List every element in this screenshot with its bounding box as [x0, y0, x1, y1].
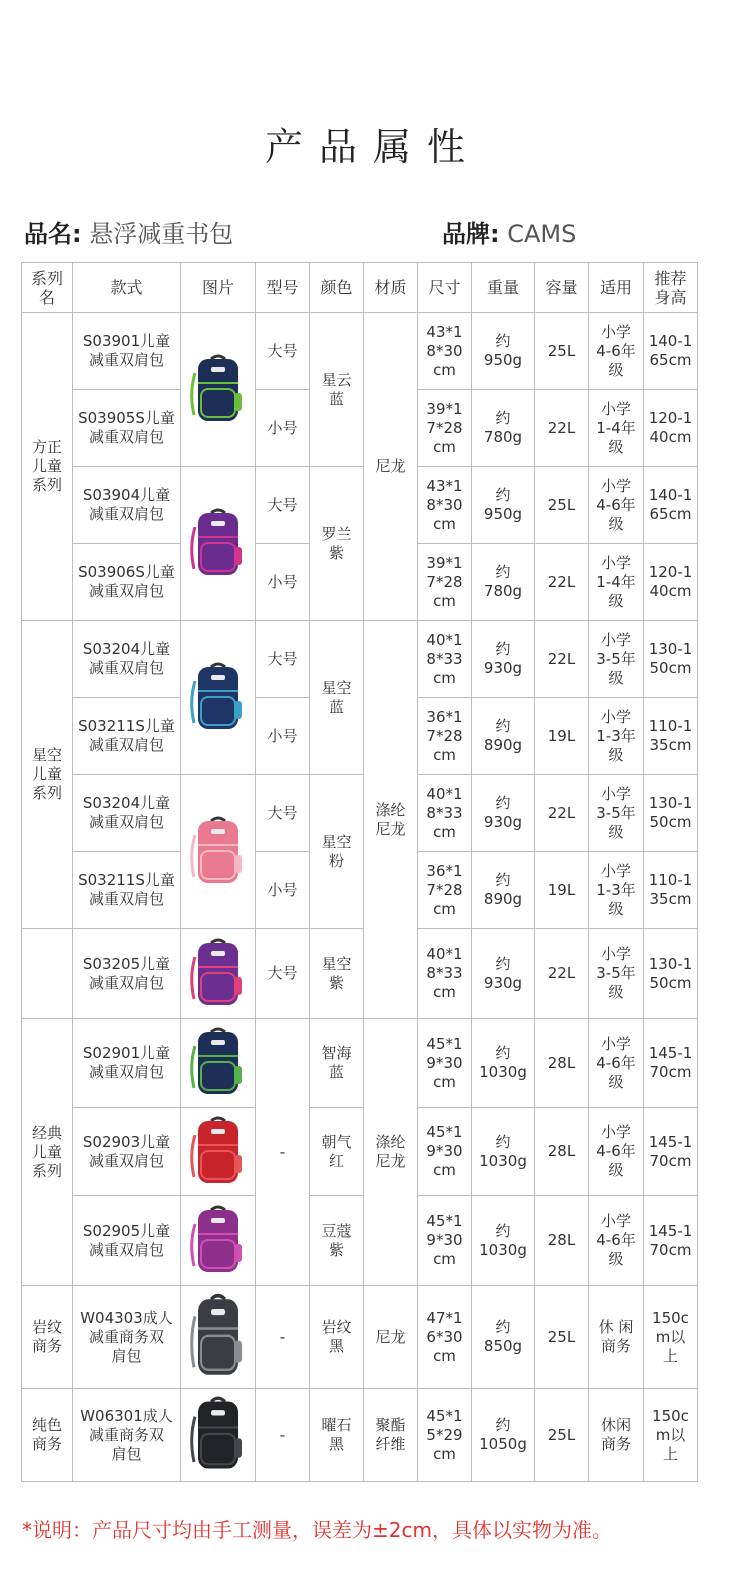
style-cell: S03906S儿童 减重双肩包 — [73, 544, 181, 621]
color-cell: 罗兰 紫 — [310, 467, 364, 621]
size-cell: 39*1 7*28 cm — [418, 390, 472, 467]
style-cell: S03211S儿童 减重双肩包 — [73, 852, 181, 929]
size-cell: 40*1 8*33 cm — [418, 775, 472, 852]
height-cell: 145-1 70cm — [644, 1196, 698, 1286]
product-image-cell — [181, 1019, 256, 1108]
weight-cell: 约 1030g — [472, 1019, 535, 1108]
color-cell: 豆蔻 紫 — [310, 1196, 364, 1286]
header-color: 颜色 — [310, 263, 364, 313]
table-row — [22, 1196, 698, 1286]
weight-cell: 约 950g — [472, 467, 535, 544]
height-cell: 130-1 50cm — [644, 929, 698, 1019]
weight-cell: 约 850g — [472, 1286, 535, 1389]
model-cell: 小号 — [256, 390, 310, 467]
product-image-cell — [181, 775, 256, 929]
capacity-cell: 22L — [535, 390, 589, 467]
size-cell: 40*1 8*33 cm — [418, 621, 472, 698]
height-cell: 140-1 65cm — [644, 467, 698, 544]
product-image-cell — [181, 1389, 256, 1482]
model-cell: - — [256, 1019, 310, 1286]
backpack-image — [187, 661, 249, 735]
capacity-cell: 25L — [535, 313, 589, 390]
table-row — [22, 1108, 698, 1196]
weight-cell: 约 780g — [472, 390, 535, 467]
height-cell: 150c m以 上 — [644, 1286, 698, 1389]
grade-cell: 休闲 商务 — [589, 1389, 644, 1482]
material-cell: 涤纶 尼龙 — [364, 1019, 418, 1286]
series-cell: 经典 儿童 系列 — [22, 1019, 73, 1286]
backpack-image — [187, 1026, 249, 1100]
header-capacity: 容量 — [535, 263, 589, 313]
weight-cell: 约 1050g — [472, 1389, 535, 1482]
size-cell: 47*1 6*30 cm — [418, 1286, 472, 1389]
height-cell: 130-1 50cm — [644, 621, 698, 698]
size-cell: 45*1 9*30 cm — [418, 1196, 472, 1286]
backpack-image — [187, 1395, 249, 1475]
capacity-cell: 28L — [535, 1019, 589, 1108]
model-cell: 大号 — [256, 929, 310, 1019]
style-cell: S02903儿童 减重双肩包 — [73, 1108, 181, 1196]
grade-cell: 小学 4-6年 级 — [589, 313, 644, 390]
header-style: 款式 — [73, 263, 181, 313]
spec-table — [21, 262, 698, 1482]
product-image-cell — [181, 1286, 256, 1389]
capacity-cell: 19L — [535, 852, 589, 929]
size-cell: 45*1 9*30 cm — [418, 1108, 472, 1196]
product-name-label: 品名: — [24, 220, 82, 248]
grade-cell: 小学 4-6年 级 — [589, 1196, 644, 1286]
product-name — [24, 214, 233, 249]
size-cell: 36*1 7*28 cm — [418, 698, 472, 775]
table-row — [22, 621, 698, 698]
brand-value: CAMS — [507, 220, 577, 248]
capacity-cell: 28L — [535, 1108, 589, 1196]
style-cell: S03211S儿童 减重双肩包 — [73, 698, 181, 775]
product-image-cell — [181, 467, 256, 621]
style-cell: S02901儿童 减重双肩包 — [73, 1019, 181, 1108]
weight-cell: 约 930g — [472, 621, 535, 698]
height-cell: 140-1 65cm — [644, 313, 698, 390]
size-cell: 40*1 8*33 cm — [418, 929, 472, 1019]
color-cell: 朝气 红 — [310, 1108, 364, 1196]
table-row — [22, 929, 698, 1019]
model-cell: 小号 — [256, 698, 310, 775]
backpack-image — [187, 815, 249, 889]
brand-label: 品牌: — [442, 220, 500, 248]
product-image-cell — [181, 621, 256, 775]
table-row — [22, 1019, 698, 1108]
product-name-value: 悬浮减重书包 — [89, 220, 234, 248]
color-cell: 星空 蓝 — [310, 621, 364, 775]
header-size: 尺寸 — [418, 263, 472, 313]
header-height: 推荐 身高 — [644, 263, 698, 313]
weight-cell: 约 890g — [472, 698, 535, 775]
style-cell: S03204儿童 减重双肩包 — [73, 621, 181, 698]
height-cell: 150c m以 上 — [644, 1389, 698, 1482]
color-cell: 星空 粉 — [310, 775, 364, 929]
size-cell: 45*1 9*30 cm — [418, 1019, 472, 1108]
backpack-image — [187, 1115, 249, 1189]
grade-cell: 小学 1-4年 级 — [589, 390, 644, 467]
style-cell: W06301成人 减重商务双 肩包 — [73, 1389, 181, 1482]
color-cell: 星云 蓝 — [310, 313, 364, 467]
style-cell: S03905S儿童 减重双肩包 — [73, 390, 181, 467]
grade-cell: 小学 3-5年 级 — [589, 929, 644, 1019]
height-cell: 110-1 35cm — [644, 852, 698, 929]
material-cell: 尼龙 — [364, 1286, 418, 1389]
header-series: 系列 名 — [22, 263, 73, 313]
style-cell: S03901儿童 减重双肩包 — [73, 313, 181, 390]
series-cell: 星空 儿童 系列 — [22, 621, 73, 929]
footnote: *说明：产品尺寸均由手工测量，误差为±2cm，具体以实物为准。 — [22, 1518, 612, 1542]
header-image: 图片 — [181, 263, 256, 313]
height-cell: 145-1 70cm — [644, 1108, 698, 1196]
model-cell: 小号 — [256, 852, 310, 929]
height-cell: 145-1 70cm — [644, 1019, 698, 1108]
product-brand — [442, 214, 576, 249]
product-image-cell — [181, 929, 256, 1019]
capacity-cell: 25L — [535, 467, 589, 544]
table-row — [22, 1389, 698, 1482]
weight-cell: 约 890g — [472, 852, 535, 929]
backpack-image — [187, 507, 249, 581]
style-cell: S03205儿童 减重双肩包 — [73, 929, 181, 1019]
grade-cell: 小学 1-4年 级 — [589, 544, 644, 621]
backpack-image — [187, 937, 249, 1011]
height-cell: 120-1 40cm — [644, 390, 698, 467]
material-cell: 尼龙 — [364, 313, 418, 621]
weight-cell: 约 950g — [472, 313, 535, 390]
table-row — [22, 775, 698, 852]
style-cell: S02905儿童 减重双肩包 — [73, 1196, 181, 1286]
grade-cell: 休 闲 商务 — [589, 1286, 644, 1389]
capacity-cell: 22L — [535, 775, 589, 852]
capacity-cell: 22L — [535, 929, 589, 1019]
material-cell: 聚酯 纤维 — [364, 1389, 418, 1482]
capacity-cell: 28L — [535, 1196, 589, 1286]
material-cell: 涤纶 尼龙 — [364, 621, 418, 1019]
size-cell: 43*1 8*30 cm — [418, 467, 472, 544]
table-row — [22, 467, 698, 544]
backpack-image — [187, 353, 249, 427]
weight-cell: 约 1030g — [472, 1108, 535, 1196]
backpack-image — [187, 1204, 249, 1278]
series-cell: 岩纹 商务 — [22, 1286, 73, 1389]
size-cell: 45*1 5*29 cm — [418, 1389, 472, 1482]
page-title: 产品属性 — [264, 125, 481, 169]
weight-cell: 约 930g — [472, 775, 535, 852]
capacity-cell: 19L — [535, 698, 589, 775]
height-cell: 110-1 35cm — [644, 698, 698, 775]
color-cell: 智海 蓝 — [310, 1019, 364, 1108]
backpack-image — [187, 1292, 249, 1382]
model-cell: - — [256, 1286, 310, 1389]
table-row — [22, 313, 698, 390]
capacity-cell: 25L — [535, 1286, 589, 1389]
grade-cell: 小学 4-6年 级 — [589, 1019, 644, 1108]
grade-cell: 小学 3-5年 级 — [589, 621, 644, 698]
model-cell: 小号 — [256, 544, 310, 621]
style-cell: S03204儿童 减重双肩包 — [73, 775, 181, 852]
weight-cell: 约 780g — [472, 544, 535, 621]
color-cell: 曜石 黑 — [310, 1389, 364, 1482]
header-model: 型号 — [256, 263, 310, 313]
capacity-cell: 25L — [535, 1389, 589, 1482]
model-cell: - — [256, 1389, 310, 1482]
header-material: 材质 — [364, 263, 418, 313]
weight-cell: 约 930g — [472, 929, 535, 1019]
height-cell: 130-1 50cm — [644, 775, 698, 852]
series-cell: 纯色 商务 — [22, 1389, 73, 1482]
model-cell: 大号 — [256, 621, 310, 698]
size-cell: 43*1 8*30 cm — [418, 313, 472, 390]
grade-cell: 小学 4-6年 级 — [589, 1108, 644, 1196]
model-cell: 大号 — [256, 467, 310, 544]
capacity-cell: 22L — [535, 544, 589, 621]
grade-cell: 小学 1-3年 级 — [589, 852, 644, 929]
height-cell: 120-1 40cm — [644, 544, 698, 621]
series-cell: 方正 儿童 系列 — [22, 313, 73, 621]
table-row — [22, 1286, 698, 1389]
size-cell: 39*1 7*28 cm — [418, 544, 472, 621]
size-cell: 36*1 7*28 cm — [418, 852, 472, 929]
grade-cell: 小学 4-6年 级 — [589, 467, 644, 544]
model-cell: 大号 — [256, 775, 310, 852]
capacity-cell: 22L — [535, 621, 589, 698]
style-cell: S03904儿童 减重双肩包 — [73, 467, 181, 544]
model-cell: 大号 — [256, 313, 310, 390]
style-cell: W04303成人 减重商务双 肩包 — [73, 1286, 181, 1389]
header-weight: 重量 — [472, 263, 535, 313]
grade-cell: 小学 1-3年 级 — [589, 698, 644, 775]
weight-cell: 约 1030g — [472, 1196, 535, 1286]
grade-cell: 小学 3-5年 级 — [589, 775, 644, 852]
header-grade: 适用 — [589, 263, 644, 313]
color-cell: 岩纹 黑 — [310, 1286, 364, 1389]
product-image-cell — [181, 313, 256, 467]
color-cell: 星空 紫 — [310, 929, 364, 1019]
product-image-cell — [181, 1196, 256, 1286]
series-cell-empty — [22, 929, 73, 1019]
table-header-row — [22, 263, 698, 313]
product-image-cell — [181, 1108, 256, 1196]
